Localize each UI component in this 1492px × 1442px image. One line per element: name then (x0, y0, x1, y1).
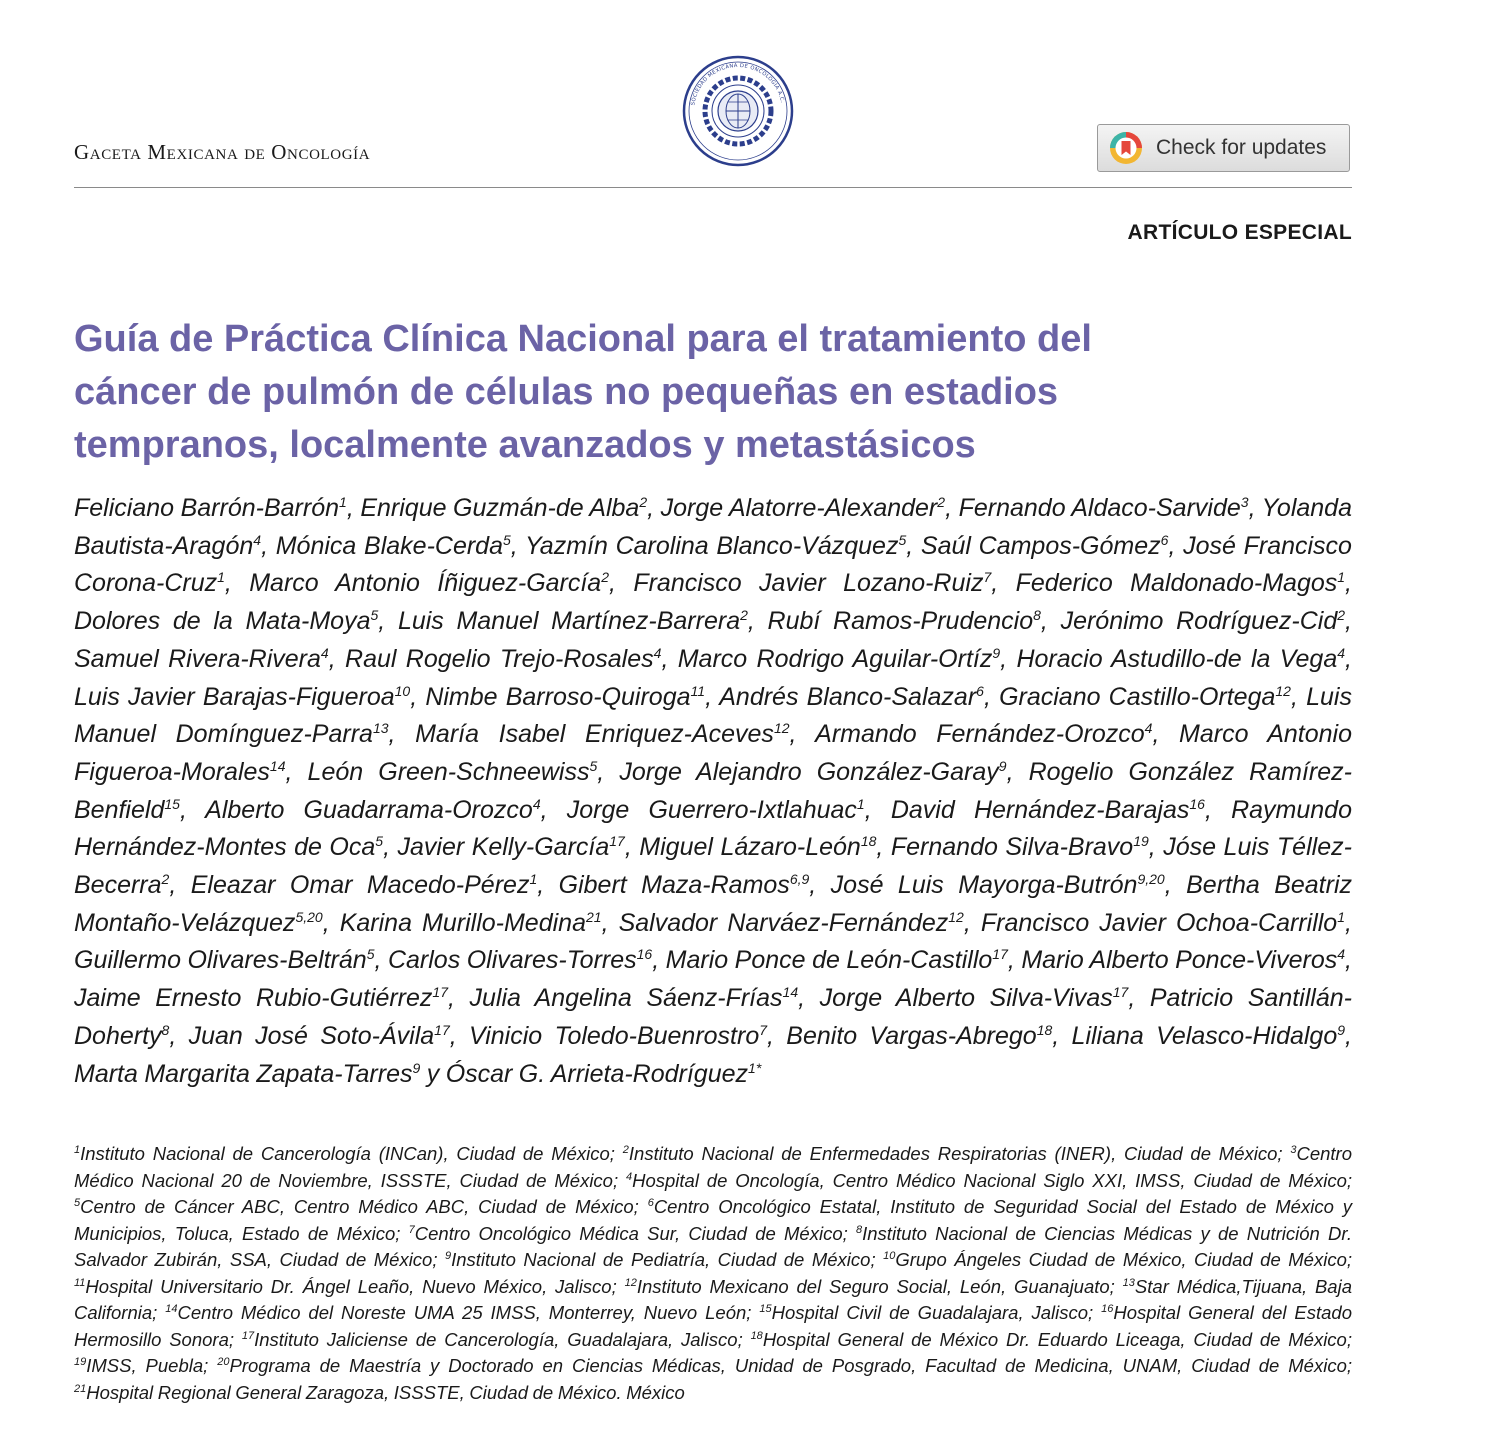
author-entry (619, 758, 1006, 786)
author-affiliation-ref: 6 (976, 682, 984, 699)
author-name: Andrés Blanco-Salazar (719, 682, 977, 711)
author-entry (666, 946, 1008, 974)
author-affiliation-ref: 14 (782, 984, 799, 1001)
author-affiliation-ref: 5 (589, 757, 598, 774)
author-name: Mario Alberto Ponce-Viveros (1021, 946, 1338, 975)
author-affiliation-ref: 21 (585, 908, 602, 925)
affiliation-entry (751, 1329, 1352, 1350)
author-affiliation-ref: 8 (1033, 607, 1041, 624)
affiliation-list (74, 1141, 1352, 1406)
author-affiliation-ref: 5 (366, 946, 375, 963)
author-name: Yolanda Bautista-Aragón (74, 494, 1352, 560)
author-affiliation-ref: 18 (1036, 1021, 1053, 1038)
author-affiliation-ref: 17 (609, 833, 625, 850)
author-affiliation-ref: 4 (253, 531, 262, 548)
author-name: Marta Margarita Zapata-Tarres (74, 1059, 413, 1088)
author-entry (820, 984, 1129, 1012)
author-affiliation-ref: 1 (339, 494, 347, 510)
author-affiliation-ref: 3 (1240, 494, 1249, 510)
author-name: Marco Antonio Íñiguez-García (249, 569, 602, 598)
affiliation-text: Centro Médico Nacional 20 de Noviembre, ISSSTE, Ciudad de México; (74, 1143, 1353, 1191)
affiliation-number: 10 (883, 1250, 896, 1262)
author-name: Raul Rogelio Trejo-Rosales (345, 644, 654, 673)
author-entry (189, 1022, 450, 1050)
author-name: Salvador Narváez-Fernández (618, 908, 949, 937)
author-affiliation-ref: 5,20 (295, 908, 323, 925)
author-name: Luis Javier Barajas-Figueroa (74, 682, 395, 711)
author-name: Jorge Alatorre-Alexander (660, 494, 938, 522)
author-name: Fernando Silva-Bravo (890, 833, 1134, 862)
affiliation-text: Hospital de Oncología, Centro Médico Nacional Siglo XXI, IMSS, Ciudad de México; (632, 1169, 1352, 1191)
author-name: Enrique Guzmán-de Alba (360, 494, 640, 522)
author-name: Yazmín Carolina Blanco-Vázquez (524, 531, 899, 560)
affiliation-number: 2 (622, 1144, 629, 1156)
affiliation-text: Star Médica,Tijuana, Baja California; (74, 1275, 1352, 1323)
author-name: Jorge Guerrero-Ixtlahuac (566, 795, 857, 824)
author-name: Miguel Lázaro-León (639, 833, 861, 862)
author-affiliation-ref: 5 (370, 607, 379, 624)
affiliation-number: 1 (74, 1144, 81, 1156)
author-affiliation-ref: 5 (375, 833, 384, 850)
author-affiliation-ref: 17 (432, 984, 448, 1001)
article-type-label: ARTÍCULO ESPECIAL (1127, 221, 1352, 244)
author-entry (921, 532, 1169, 560)
author-entry (415, 720, 789, 748)
author-affiliation-ref: 9,20 (1137, 871, 1165, 888)
affiliation-entry (74, 1276, 617, 1297)
author-affiliation-ref: 4 (320, 644, 329, 661)
author-name: José Francisco Corona-Cruz (74, 531, 1352, 598)
author-name: Benito Vargas-Abrego (786, 1021, 1037, 1050)
author-affiliation-ref: 5 (898, 531, 907, 548)
affiliation-number: 15 (759, 1303, 772, 1315)
author-name: María Isabel Enriquez-Aceves (415, 720, 774, 749)
author-affiliation-ref: 10 (394, 682, 411, 699)
author-affiliation-ref: 2 (639, 494, 648, 510)
author-entry (1016, 569, 1345, 597)
author-affiliation-ref: 17 (434, 1021, 450, 1038)
author-entry (191, 871, 538, 899)
society-seal-logo (682, 55, 794, 167)
author-entry (74, 683, 410, 711)
author-affiliation-ref: 1* (748, 1059, 762, 1076)
author-affiliation-ref: 1 (1337, 908, 1345, 925)
affiliation-number: 20 (217, 1356, 230, 1368)
author-entry (831, 871, 1165, 899)
title-line: tempranos, localmente avanzados y metastásicos (74, 424, 976, 466)
author-name: Jerónimo Rodríguez-Cid (1060, 607, 1338, 636)
check-for-updates-label: Check for updates (1156, 136, 1327, 159)
author-entry (74, 494, 347, 522)
author-entry (1021, 946, 1345, 974)
author-affiliation-ref: 1 (217, 569, 225, 586)
author-entry (388, 946, 652, 974)
affiliation-text: Hospital Civil de Guadalajara, Jalisco; (771, 1302, 1094, 1323)
author-name: Vinicio Toledo-Buenrostro (468, 1021, 760, 1050)
author-entry (999, 683, 1291, 711)
affiliation-number: 6 (647, 1197, 654, 1209)
author-name: David Hernández-Barajas (890, 795, 1190, 824)
author-name: Karina Murillo-Medina (339, 908, 586, 937)
affiliation-number: 11 (74, 1276, 86, 1289)
affiliation-number: 3 (1290, 1144, 1297, 1156)
affiliation-number: 18 (750, 1329, 763, 1342)
author-name: Jóse Luis Téllez-Becerra (74, 833, 1352, 900)
author-affiliation-ref: 4 (1144, 720, 1153, 737)
author-affiliation-ref: 4 (1337, 946, 1346, 963)
affiliation-entry (74, 1382, 685, 1403)
author-affiliation-ref: 16 (1189, 795, 1205, 812)
author-affiliation-ref: 2 (161, 871, 170, 888)
author-affiliation-ref: 12 (948, 908, 964, 925)
affiliation-text: Instituto Nacional de Cancerología (INCan), Ciudad de México; (80, 1143, 615, 1164)
author-entry (345, 645, 661, 673)
author-name: León Green-Schneewiss (307, 757, 590, 786)
article-title (74, 313, 1224, 472)
author-name: José Luis Mayorga-Butrón (830, 871, 1138, 900)
affiliation-text: Instituto Nacional de Enfermedades Respiratorias (INER), Ciudad de México; (628, 1143, 1283, 1164)
affiliation-entry (74, 1355, 208, 1376)
affiliation-entry (74, 1196, 639, 1217)
author-affiliation-ref: 17 (992, 946, 1008, 963)
author-name: Luis Manuel Martínez-Barrera (397, 607, 741, 636)
author-affiliation-ref: 14 (269, 757, 286, 774)
author-entry (981, 909, 1345, 937)
author-name: Julia Angelina Sáenz-Frías (469, 984, 783, 1013)
affiliation-entry (623, 1143, 1283, 1164)
author-name: Gibert Maza-Ramos (558, 871, 790, 900)
affiliation-entry (759, 1302, 1093, 1323)
author-entry (398, 833, 625, 861)
author-affiliation-ref: 1 (856, 795, 865, 812)
author-entry (661, 494, 945, 522)
affiliation-text: Instituto Nacional de Ciencias Médicas y de Nutrición Dr. Salvador Zubirán, SSA, Ciudad de México; (74, 1222, 1353, 1270)
author-entry (74, 645, 329, 673)
author-affiliation-ref: 9 (1337, 1021, 1346, 1038)
author-entry (446, 1060, 762, 1088)
author-name: Feliciano Barrón-Barrón (74, 494, 340, 522)
author-entry (469, 984, 798, 1012)
affiliation-text: Instituto Nacional de Pediatría, Ciudad de México; (451, 1249, 876, 1270)
author-entry (308, 758, 598, 786)
author-entry (1016, 645, 1345, 673)
header-divider (74, 187, 1352, 188)
author-entry (567, 796, 865, 824)
affiliation-text: Centro Médico del Noreste UMA 25 IMSS, Monterrey, Nuevo León; (177, 1302, 752, 1323)
author-name: Jaime Ernesto Rubio-Gutiérrez (74, 984, 433, 1013)
author-entry (74, 607, 378, 635)
author-name: Saúl Campos-Gómez (920, 531, 1161, 560)
affiliation-entry (445, 1249, 876, 1270)
affiliation-entry (165, 1302, 751, 1323)
crossmark-icon (1108, 130, 1144, 166)
author-name: Raymundo Hernández-Montes de Oca (74, 795, 1352, 862)
author-affiliation-ref: 12 (1275, 682, 1291, 699)
author-entry (639, 833, 876, 861)
affiliation-text: Instituto Mexicano del Seguro Social, León, Guanajuato; (636, 1275, 1115, 1297)
affiliation-text: Grupo Ángeles Ciudad de México, Ciudad de México; (895, 1249, 1352, 1270)
author-affiliation-ref: 9 (992, 644, 1001, 661)
author-name: Marco Antonio Figueroa-Morales (74, 720, 1352, 786)
affiliation-number: 9 (444, 1250, 452, 1262)
affiliation-number: 12 (624, 1276, 637, 1289)
author-name: Armando Fernández-Orozco (815, 720, 1145, 749)
author-affiliation-ref: 2 (1337, 607, 1346, 624)
author-name: Mario Ponce de León-Castillo (665, 946, 993, 975)
author-entry (425, 683, 705, 711)
author-affiliation-ref: 2 (601, 569, 610, 586)
author-entry (205, 796, 540, 824)
author-name: Horacio Astudillo-de la Vega (1016, 644, 1338, 673)
author-affiliation-ref: 4 (1337, 644, 1346, 661)
title-line: cáncer de pulmón de células no pequeñas en estadios (74, 371, 1059, 413)
affiliation-entry (217, 1355, 1352, 1376)
affiliation-number: 7 (408, 1223, 415, 1236)
affiliation-text: Centro Oncológico Médica Sur, Ciudad de México; (414, 1222, 848, 1244)
affiliation-entry (409, 1223, 848, 1244)
author-entry (74, 946, 375, 974)
author-name: Dolores de la Mata-Moya (74, 607, 371, 636)
author-name: Luis Manuel Domínguez-Parra (74, 682, 1352, 749)
affiliation-number: 19 (74, 1356, 87, 1368)
author-entry (276, 532, 511, 560)
affiliation-text: Centro de Cáncer ABC, Centro Médico ABC, Ciudad de México; (80, 1196, 639, 1217)
author-list: Feliciano Barrón-Barrón$^1$, Enrique Guzmán-de Alba$^2$, Jorge Alatorre-Alexander$^2$, Fernando Aldaco-Sarvide$^3$, Yolanda Bautista-Aragón$^4$, Mónica Blake-Cerda$^5$, Yazmín Carolina Blanco-Vázquez$^5$, Saúl Campos-Gómez$^6$, José Francisco Corona-Cruz$^1$, Marco Antonio Íñiguez-García$^2$, Francisco Javier Lozano-Ruiz$^7$, Federico Maldonado-Magos$^1$, Dolores de la Mata-Moya$^5$, Luis Manuel Martínez-Barrera$^2$, Rubí Ramos-Prudencio$^8$, Jerónimo Rodríguez-Cid$^2$, Samuel Rivera-Rivera$^4$, Raul Rogelio Trejo-Rosales$^4$, Marco Rodrigo Aguilar-Ortíz$^9$, Horacio Astudillo-de la Vega$^4$, Luis Javier Barajas-Figueroa$^{10}$, Nimbe Barroso-Quiroga$^{11}$, Andrés Blanco-Salazar$^6$, Graciano Castillo-Ortega$^{12}$, Luis Manuel Domínguez-Parra$^{13}$, María Isabel Enriquez-Aceves$^{12}$, Armando Fernández-Orozco$^4$, Marco Antonio Figueroa-Morales$^{14}$, León Green-Schneewiss$^5$, Jorge Alejandro González-Garay$^9$, Rogelio González Ramírez-Benfield$^{15}$, Alberto Guadarrama-Orozco$^4$, Jorge Guerrero-Ixtlahuac$^1$, David Hernández-Barajas$^{16}$, Raymundo Hernández-Montes de Oca$^5$, Javier Kelly-García$^{17}$, Miguel Lázaro-León$^{18}$, Fernando Silva-Bravo$^{19}$, Jóse Luis Téllez-Becerra$^2$, Eleazar Omar Macedo-Pérez$^1$, Gibert Maza-Ramos$^{6,9}$, José Luis Mayorga-Butrón$^{9,20}$, Bertha Beatriz Montaño-Velázquez$^{5,20}$, Karina Murillo-Medina$^{21}$, Salvador Narváez-Fernández$^{12}$, Francisco Javier Ochoa-Carrillo$^1$, Guillermo Olivares-Beltrán$^5$, Carlos Olivares-Torres$^{16}$, Mario Ponce de León-Castillo$^{17}$, Mario Alberto Ponce-Viveros$^4$, Jaime Ernesto Rubio-Gutiérrez$^{17}$, Julia Angelina Sáenz-Frías$^{14}$, Jorge Alberto Silva-Vivas$^{17}$, Patricio Santillán-Doherty$^8$, Juan José Soto-Ávila$^{17}$, Vinicio Toledo-Buenrostro$^7$, Benito Vargas-Abrego$^{18}$, Liliana Velasco-Hidalgo$^9$, Marta Margarita Zapata-Tarres$^9$ y Óscar G. Arrieta-Rodríguez$^{1*}$ (74, 494, 1353, 1088)
author-name: Federico Maldonado-Magos (1015, 569, 1338, 598)
author-affiliation-ref: 12 (773, 720, 790, 737)
affiliation-text: IMSS, Puebla; (86, 1355, 209, 1376)
author-affiliation-ref: 9 (998, 757, 1007, 774)
affiliation-entry (74, 1143, 615, 1164)
author-entry (719, 683, 984, 711)
author-affiliation-ref: 6 (1160, 531, 1169, 548)
author-name: Alberto Guadarrama-Orozco (205, 795, 533, 824)
affiliation-number: 13 (1122, 1276, 1135, 1289)
author-entry (340, 909, 602, 937)
journal-name: Gaceta Mexicana de Oncología (74, 140, 371, 164)
affiliation-text: Hospital Universitario Dr. Ángel Leaño, Nuevo México, Jalisco; (85, 1275, 617, 1297)
author-affiliation-ref: 6,9 (789, 871, 810, 888)
author-name: Juan José Soto-Ávila (188, 1021, 435, 1050)
affiliation-number: 21 (74, 1382, 87, 1395)
affiliation-text: Instituto Jaliciense de Cancerología, Guadalajara, Jalisco; (254, 1328, 743, 1350)
author-connector: y (420, 1059, 446, 1088)
affiliation-number: 4 (625, 1170, 633, 1183)
affiliation-text: Hospital Regional General Zaragoza, ISSSTE, Ciudad de México. México (86, 1381, 685, 1403)
author-entry (249, 569, 609, 597)
author-name: Samuel Rivera-Rivera (74, 644, 321, 673)
author-affiliation-ref: 13 (372, 720, 389, 737)
author-entry (786, 1022, 1052, 1050)
author-affiliation-ref: 19 (1133, 833, 1149, 850)
author-name: Bertha Beatriz Montaño-Velázquez (74, 871, 1353, 937)
author-affiliation-ref: 11 (690, 682, 706, 699)
author-entry (469, 1022, 767, 1050)
title-line: Guía de Práctica Clínica Nacional para el tratamiento del (74, 318, 1092, 360)
author-affiliation-ref: 2 (937, 494, 946, 510)
author-name: Graciano Castillo-Ortega (999, 682, 1276, 711)
author-affiliation-ref: 9 (412, 1059, 421, 1076)
svg-text:SOCIEDAD MEXICANA DE ONCOLOGÍA: SOCIEDAD MEXICANA DE ONCOLOGÍA A.C. (690, 62, 786, 106)
author-name: Francisco Javier Lozano-Ruiz (633, 569, 984, 598)
author-name: Javier Kelly-García (397, 833, 610, 862)
affiliation-entry (625, 1276, 1115, 1297)
author-entry (678, 645, 1000, 673)
author-affiliation-ref: 15 (164, 795, 180, 812)
author-affiliation-ref: 5 (502, 531, 511, 548)
author-entry (525, 532, 906, 560)
affiliation-text: Hospital General de México Dr. Eduardo Liceaga, Ciudad de México; (762, 1328, 1352, 1350)
author-entry (815, 720, 1152, 748)
author-entry (768, 607, 1041, 635)
author-name: Óscar G. Arrieta-Rodríguez (445, 1059, 749, 1088)
author-affiliation-ref: 8 (161, 1021, 170, 1038)
author-entry (559, 871, 810, 899)
affiliation-entry (242, 1329, 743, 1350)
author-affiliation-ref: 2 (740, 607, 748, 624)
author-entry (398, 607, 748, 635)
author-name: Jorge Alejandro González-Garay (619, 757, 999, 786)
affiliation-entry (883, 1249, 1352, 1270)
affiliation-text: Programa de Maestría y Doctorado en Ciencias Médicas, Unidad de Posgrado, Facultad de Medicina, UNAM, Ciudad de México; (229, 1355, 1352, 1376)
author-affiliation-ref: 16 (636, 946, 653, 963)
affiliation-number: 17 (241, 1329, 255, 1342)
author-name: Francisco Javier Ochoa-Carrillo (980, 908, 1338, 937)
author-entry (1061, 607, 1345, 635)
author-affiliation-ref: 1 (1337, 569, 1346, 586)
check-for-updates-button[interactable] (1097, 124, 1350, 172)
author-entry (633, 569, 991, 597)
affiliation-number: 5 (74, 1197, 81, 1209)
author-name: Fernando Aldaco-Sarvide (958, 494, 1241, 522)
author-entry (619, 909, 964, 937)
author-affiliation-ref: 1 (529, 871, 538, 888)
author-name: Patricio Santillán-Doherty (74, 984, 1352, 1050)
author-entry (891, 796, 1205, 824)
author-affiliation-ref: 7 (983, 569, 992, 586)
author-name: Rogelio González Ramírez-Benfield (74, 757, 1352, 824)
author-affiliation-ref: 18 (860, 833, 877, 850)
author-name: Guillermo Olivares-Beltrán (74, 946, 367, 975)
author-entry (74, 984, 448, 1012)
author-entry (74, 1060, 420, 1088)
affiliation-number: 8 (856, 1223, 863, 1236)
author-name: Rubí Ramos-Prudencio (767, 607, 1034, 636)
author-name: Mónica Blake-Cerda (275, 531, 503, 560)
affiliation-entry (626, 1170, 1352, 1191)
author-name: Marco Rodrigo Aguilar-Ortíz (677, 644, 993, 673)
author-affiliation-ref: 4 (653, 644, 662, 661)
affiliation-number: 14 (165, 1303, 178, 1315)
author-affiliation-ref: 7 (759, 1021, 768, 1038)
author-name: Eleazar Omar Macedo-Pérez (190, 871, 530, 900)
author-entry (360, 494, 647, 522)
author-affiliation-ref: 4 (532, 795, 541, 812)
author-name: Nimbe Barroso-Quiroga (425, 682, 691, 711)
author-entry (959, 494, 1249, 522)
affiliation-text: Centro Oncológico Estatal, Instituto de Seguridad Social del Estado de México y Municipios, Toluca, Estado de México; (74, 1196, 1352, 1244)
affiliation-number: 16 (1101, 1303, 1114, 1315)
author-entry (891, 833, 1149, 861)
author-name: Liliana Velasco-Hidalgo (1071, 1021, 1338, 1050)
author-affiliation-ref: 17 (1112, 984, 1129, 1001)
affiliation-text: Hospital General del Estado Hermosillo Sonora; (74, 1302, 1352, 1350)
author-name: Jorge Alberto Silva-Vivas (819, 984, 1113, 1013)
author-entry (1072, 1022, 1346, 1050)
author-name: Carlos Olivares-Torres (387, 946, 637, 975)
